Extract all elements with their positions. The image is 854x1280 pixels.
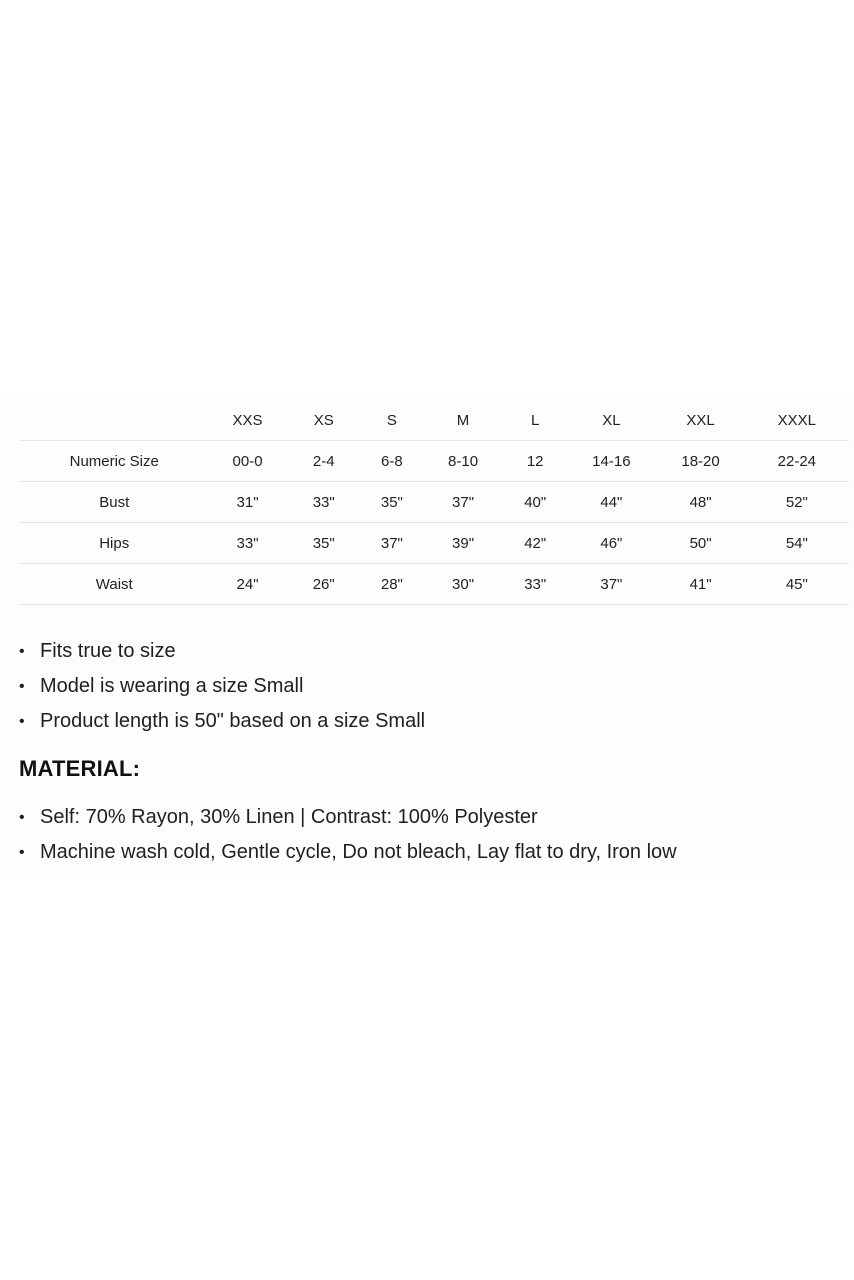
table-cell: 14-16: [566, 441, 656, 482]
bullet-icon: •: [19, 844, 25, 861]
table-cell: 37": [422, 482, 504, 523]
fit-note-text: Fits true to size: [40, 640, 176, 662]
care-instructions-text: Machine wash cold, Gentle cycle, Do not bleach, Lay flat to dry, Iron low: [40, 841, 677, 863]
fit-note-text: Model is wearing a size Small: [40, 675, 304, 697]
table-cell: 00-0: [209, 441, 285, 482]
table-cell: 35": [286, 523, 362, 564]
list-item: [19, 835, 677, 870]
row-label: Numeric Size: [19, 441, 209, 482]
table-cell: 39": [422, 523, 504, 564]
row-label: Hips: [19, 523, 209, 564]
size-header-xxxl: XXXL: [745, 400, 849, 441]
list-item: [19, 704, 425, 739]
table-cell: 22-24: [745, 441, 849, 482]
table-row-hips: [19, 523, 849, 564]
table-cell: 24": [209, 564, 285, 605]
table-row-waist: [19, 564, 849, 605]
table-cell: 52": [745, 482, 849, 523]
size-header-xxl: XXL: [656, 400, 744, 441]
table-cell: 37": [362, 523, 422, 564]
size-header-xl: XL: [566, 400, 656, 441]
row-label: Waist: [19, 564, 209, 605]
table-row-bust: [19, 482, 849, 523]
table-cell: 12: [504, 441, 566, 482]
table-cell: 50": [656, 523, 744, 564]
table-cell: 30": [422, 564, 504, 605]
bullet-icon: •: [19, 643, 25, 660]
table-cell: 28": [362, 564, 422, 605]
table-cell: 35": [362, 482, 422, 523]
header-corner: [19, 400, 209, 441]
table-cell: 6-8: [362, 441, 422, 482]
list-item: [19, 800, 677, 835]
bullet-icon: •: [19, 809, 25, 826]
table-cell: 45": [745, 564, 849, 605]
table-cell: 40": [504, 482, 566, 523]
table-cell: 33": [286, 482, 362, 523]
table-cell: 41": [656, 564, 744, 605]
size-header-xs: XS: [286, 400, 362, 441]
bullet-icon: •: [19, 678, 25, 695]
size-header-xxs: XXS: [209, 400, 285, 441]
table-cell: 33": [504, 564, 566, 605]
size-header-row: [19, 400, 849, 441]
table-cell: 8-10: [422, 441, 504, 482]
row-label: Bust: [19, 482, 209, 523]
material-heading: MATERIAL:: [19, 756, 141, 781]
fit-note-text: Product length is 50" based on a size Small: [40, 710, 426, 732]
table-cell: 26": [286, 564, 362, 605]
table-cell: 31": [209, 482, 285, 523]
size-header-m: M: [422, 400, 504, 441]
list-item: [19, 669, 425, 704]
table-cell: 33": [209, 523, 285, 564]
material-composition-text: Self: 70% Rayon, 30% Linen | Contrast: 100% Polyester: [40, 806, 538, 828]
table-cell: 2-4: [286, 441, 362, 482]
bullet-icon: •: [19, 713, 25, 730]
table-cell: 37": [566, 564, 656, 605]
table-cell: 18-20: [656, 441, 744, 482]
table-cell: 42": [504, 523, 566, 564]
table-row-numeric-size: [19, 441, 849, 482]
table-cell: 54": [745, 523, 849, 564]
table-cell: 48": [656, 482, 744, 523]
size-header-s: S: [362, 400, 422, 441]
list-item: [19, 634, 425, 669]
fit-notes-list: [19, 634, 425, 739]
table-cell: 44": [566, 482, 656, 523]
size-header-l: L: [504, 400, 566, 441]
table-cell: 46": [566, 523, 656, 564]
size-chart-table: [19, 400, 849, 605]
material-list: [19, 800, 677, 870]
